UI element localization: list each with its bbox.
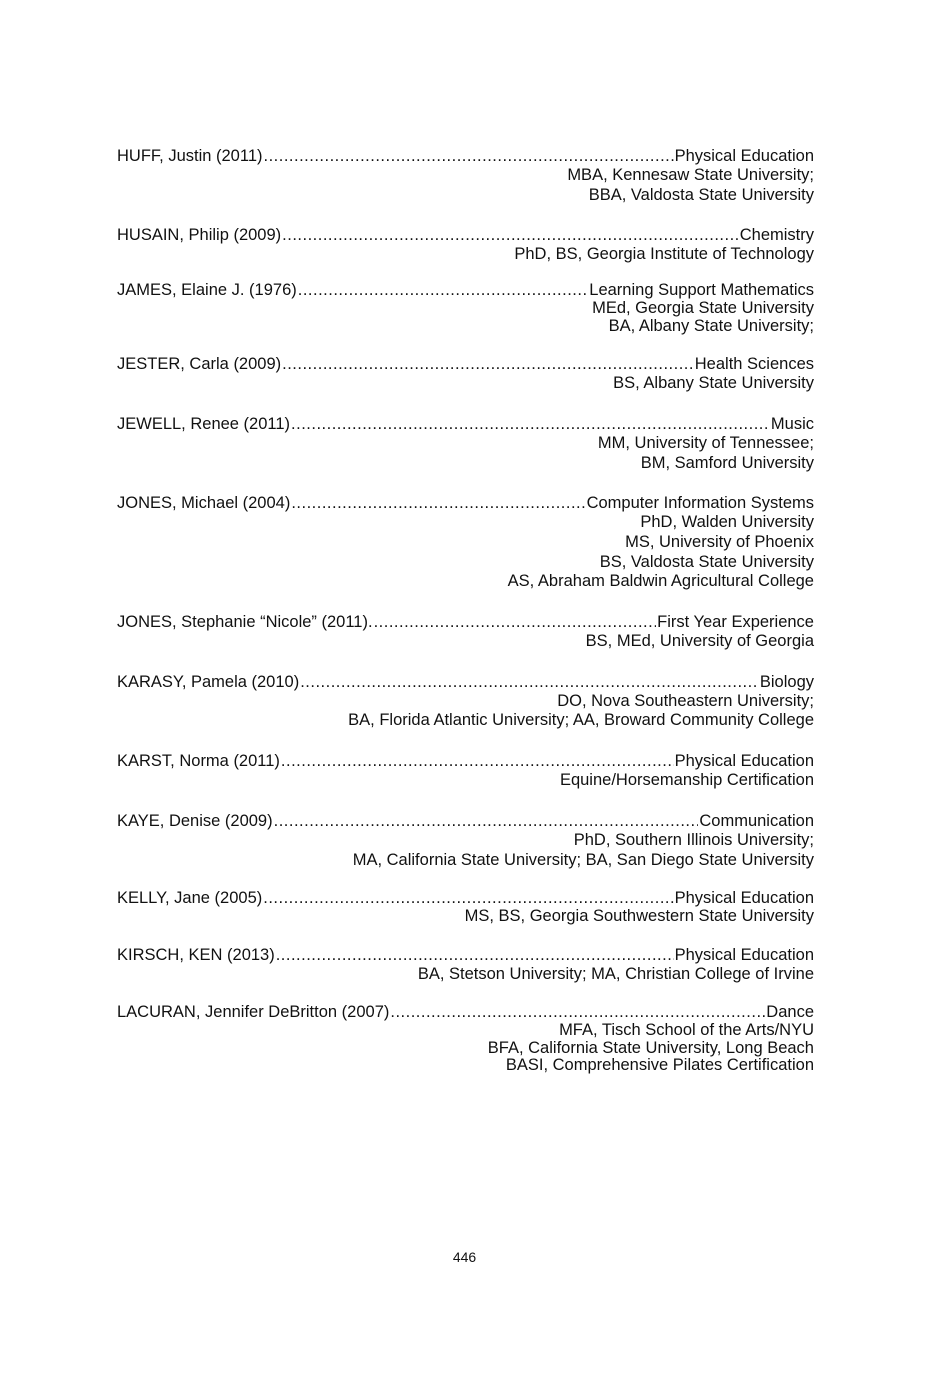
faculty-name: JONES, Michael (2004) bbox=[117, 494, 291, 513]
credential-line: MBA, Kennesaw State University; bbox=[567, 166, 814, 184]
faculty-name: KELLY, Jane (2005) bbox=[117, 889, 263, 908]
credential-line: DO, Nova Southeastern University; bbox=[557, 691, 814, 710]
entry-heading bbox=[117, 811, 814, 831]
faculty-entry bbox=[117, 493, 814, 592]
entry-heading bbox=[117, 751, 814, 771]
faculty-entry bbox=[117, 612, 814, 652]
faculty-name: HUFF, Justin (2011) bbox=[117, 147, 263, 165]
credential-line: MS, University of Phoenix bbox=[625, 532, 814, 551]
credential-line: AS, Abraham Baldwin Agricultural College bbox=[507, 572, 814, 591]
dot-leader bbox=[281, 751, 674, 771]
dot-leader bbox=[282, 225, 739, 245]
department: Physical Education bbox=[674, 752, 814, 771]
faculty-entry bbox=[117, 280, 814, 335]
credential-line: BS, MEd, University of Georgia bbox=[585, 632, 814, 651]
faculty-entry bbox=[117, 672, 814, 731]
dot-leader bbox=[300, 672, 759, 692]
page-number: 446 bbox=[452, 1249, 477, 1265]
dot-leader bbox=[274, 811, 699, 831]
entry-heading bbox=[117, 354, 814, 374]
faculty-name: LACURAN, Jennifer DeBritton (2007) bbox=[117, 1003, 390, 1022]
dot-leader bbox=[291, 414, 770, 434]
department: Computer Information Systems bbox=[586, 494, 814, 513]
department: Dance bbox=[766, 1003, 814, 1022]
faculty-name: JESTER, Carla (2009) bbox=[117, 355, 282, 374]
entry-heading bbox=[117, 280, 814, 300]
credential-line: MS, BS, Georgia Southwestern State University bbox=[464, 907, 814, 926]
credential-line: BBA, Valdosta State University bbox=[588, 185, 814, 204]
dot-leader bbox=[298, 280, 589, 300]
credential-line: PhD, Southern Illinois University; bbox=[573, 830, 814, 849]
dot-leader bbox=[291, 493, 585, 513]
entry-heading bbox=[117, 414, 814, 434]
faculty-name: KIRSCH, KEN (2013) bbox=[117, 945, 275, 964]
credential-line: Equine/Horsemanship Certification bbox=[559, 771, 814, 790]
faculty-name: KARST, Norma (2011) bbox=[117, 752, 280, 771]
credential-line: MEd, Georgia State University bbox=[592, 299, 814, 318]
faculty-directory bbox=[117, 146, 814, 1095]
department: Physical Education bbox=[674, 147, 814, 165]
faculty-name: JEWELL, Renee (2011) bbox=[117, 414, 291, 433]
faculty-entry bbox=[117, 1002, 814, 1075]
faculty-entry bbox=[117, 146, 814, 205]
entry-heading bbox=[117, 888, 814, 908]
dot-leader bbox=[263, 888, 673, 908]
faculty-entry bbox=[117, 414, 814, 473]
credential-line: BA, Florida Atlantic University; AA, Broward Community College bbox=[348, 711, 814, 730]
department: Communication bbox=[699, 811, 814, 830]
credential-line: BS, Valdosta State University bbox=[599, 552, 814, 571]
dot-leader bbox=[264, 146, 674, 166]
entry-heading bbox=[117, 493, 814, 513]
faculty-name: JAMES, Elaine J. (1976) bbox=[117, 281, 297, 300]
faculty-name: HUSAIN, Philip (2009) bbox=[117, 226, 282, 245]
faculty-name: JONES, Stephanie “Nicole” (2011). bbox=[117, 613, 373, 632]
credential-line: MM, University of Tennessee; bbox=[597, 433, 814, 452]
department: Physical Education bbox=[674, 945, 814, 964]
dot-leader bbox=[282, 354, 694, 374]
credential-line: PhD, Walden University bbox=[640, 513, 814, 532]
credential-line: BA, Albany State University; bbox=[608, 316, 814, 335]
department: Biology bbox=[759, 672, 814, 691]
dot-leader bbox=[276, 945, 674, 965]
credential-line: MFA, Tisch School of the Arts/NYU bbox=[559, 1021, 814, 1040]
entry-heading bbox=[117, 225, 814, 245]
department: Health Sciences bbox=[694, 355, 814, 374]
credential-line: BM, Samford University bbox=[640, 453, 814, 472]
faculty-entry bbox=[117, 888, 814, 926]
credential-line: BS, Albany State University bbox=[613, 374, 814, 393]
credential-line: MA, California State University; BA, San Diego State University bbox=[352, 850, 814, 869]
entry-heading bbox=[117, 146, 814, 166]
credential-line: BASI, Comprehensive Pilates Certification bbox=[505, 1056, 814, 1075]
entry-heading bbox=[117, 672, 814, 692]
faculty-entry bbox=[117, 945, 814, 985]
department: Physical Education bbox=[674, 889, 814, 908]
faculty-name: KAYE, Denise (2009) bbox=[117, 811, 273, 830]
department: First Year Experience bbox=[657, 613, 814, 632]
faculty-entry bbox=[117, 811, 814, 870]
entry-heading bbox=[117, 1002, 814, 1022]
faculty-entry bbox=[117, 225, 814, 265]
credential-line: BA, Stetson University; MA, Christian College of Irvine bbox=[417, 964, 814, 983]
faculty-entry bbox=[117, 751, 814, 791]
department: Chemistry bbox=[739, 226, 814, 245]
faculty-name: KARASY, Pamela (2010) bbox=[117, 672, 300, 691]
department: Learning Support Mathematics bbox=[589, 281, 814, 300]
credential-line: BFA, California State University, Long Beach bbox=[487, 1038, 814, 1057]
credential-line: PhD, BS, Georgia Institute of Technology bbox=[514, 245, 814, 264]
dot-leader bbox=[374, 612, 657, 632]
entry-heading bbox=[117, 945, 814, 965]
entry-heading bbox=[117, 612, 814, 632]
faculty-entry bbox=[117, 354, 814, 394]
department: Music bbox=[770, 414, 814, 433]
dot-leader bbox=[390, 1002, 765, 1022]
